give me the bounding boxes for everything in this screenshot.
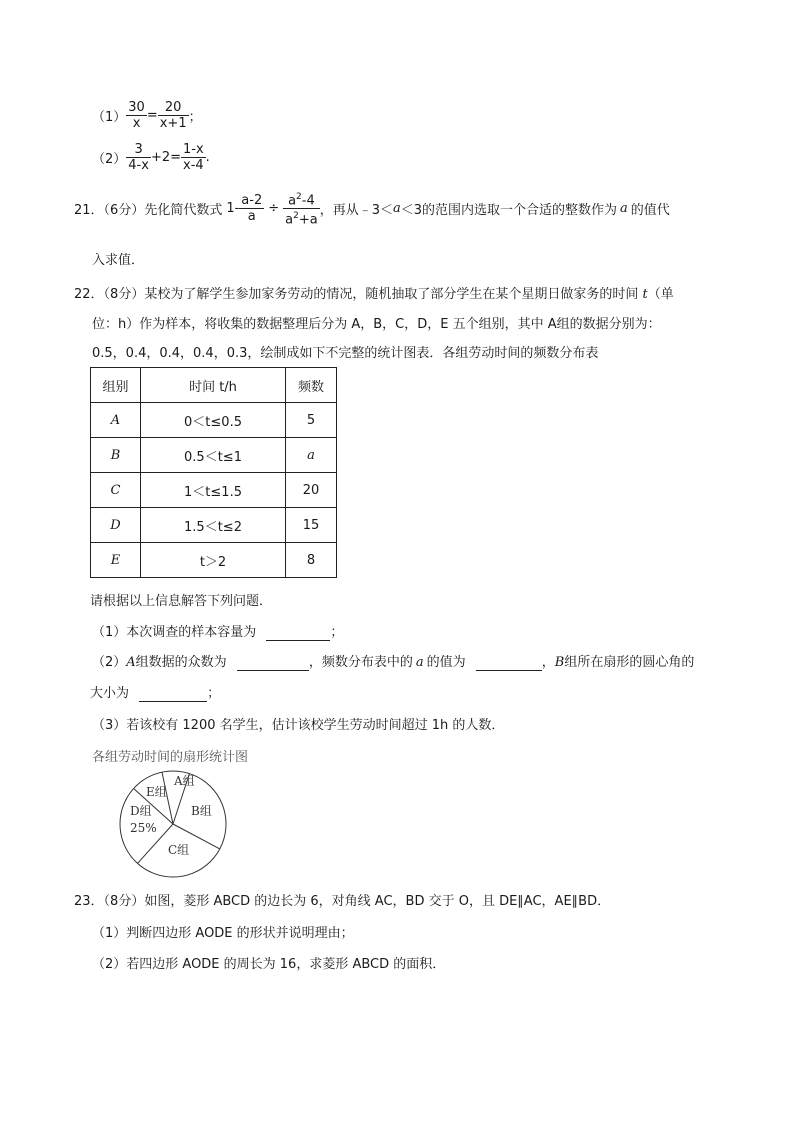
numerator: $a^2-4$ — [283, 190, 320, 209]
denominator: x+1 — [159, 116, 187, 131]
table-cell: 0.5＜t≤1 — [141, 438, 286, 473]
table-row — [91, 403, 337, 438]
table-cell: B — [91, 438, 141, 473]
table-cell: a — [286, 438, 337, 473]
question-22-part2: （2）A组数据的众数为 ，频数分布表中的 a 的值为 ，B组所在扇形的圆心角的 — [92, 655, 695, 670]
denominator: 4-x — [128, 158, 149, 173]
table-row — [91, 508, 337, 543]
table-row — [91, 438, 337, 473]
numerator: 20 — [158, 100, 189, 116]
table-cell: 15 — [286, 508, 337, 543]
question-22-part1: （1）本次调查的样本容量为 ； — [92, 625, 344, 640]
equation-1-label: （1） — [92, 110, 127, 125]
numerator: 3 — [126, 142, 151, 158]
variable: a — [392, 201, 401, 217]
question-23-part2: （2）若四边形 AODE 的周长为 16，求菱形 ABCD 的面积． — [92, 957, 446, 972]
answer-blank[interactable] — [476, 655, 542, 671]
table-header-cell: 频数 — [286, 368, 337, 403]
question-21-head: 21．（6分）先化简代数式 — [74, 203, 223, 219]
fraction — [181, 142, 206, 173]
table-cell: 1.5＜t≤2 — [141, 508, 286, 543]
punctuation: . — [205, 150, 210, 165]
table-row — [91, 473, 337, 508]
operator: ÷ — [268, 201, 280, 217]
question-22-line3: 0.5，0.4，0.4，0.4，0.3，绘制成如下不完整的统计图表．各组劳动时间的频数分布表 — [92, 346, 599, 361]
table-cell: 8 — [286, 543, 337, 578]
frequency-table — [90, 367, 337, 578]
table-cell: D — [91, 508, 141, 543]
question-21 — [74, 190, 670, 228]
operator: +2= — [150, 150, 181, 165]
pie-label-d-percent: 25% — [130, 821, 157, 835]
question-23-line1: 23．（8分）如图，菱形 ABCD 的边长为 6，对角线 AC，BD 交于 O，且 DE∥AC，AE∥BD． — [74, 894, 611, 909]
question-22-line2: 位：h）作为样本，将收集的数据整理后分为 A，B，C，D，E 五个组别，其中 A组的数据分别为： — [92, 317, 661, 332]
question-22-part2-line2: 大小为 ； — [90, 686, 221, 701]
table-header-row — [91, 368, 337, 403]
fraction — [126, 142, 151, 173]
fraction — [158, 100, 189, 131]
table-cell: 1＜t≤1.5 — [141, 473, 286, 508]
fraction — [283, 190, 320, 228]
answer-blank[interactable] — [237, 655, 309, 671]
denominator: x-4 — [183, 158, 204, 173]
numerator: 30 — [128, 100, 145, 115]
question-22-line1: 22．（8分）某校为了解学生参加家务劳动的情况，随机抽取了部分学生在某个星期日做家务的时间 t（单 — [74, 287, 674, 302]
question-21-line2: 入求值． — [92, 253, 145, 268]
question-22-intro: 请根据以上信息解答下列问题． — [90, 594, 273, 609]
answer-blank[interactable] — [266, 625, 330, 641]
denominator: $a^2+a$ — [285, 211, 318, 228]
equation-2 — [92, 142, 210, 173]
table-cell: 5 — [286, 403, 337, 438]
fraction — [239, 193, 264, 224]
numerator: a-2 — [241, 193, 263, 209]
numerator: 1-x — [183, 142, 204, 157]
pie-label-a: A组 — [174, 774, 195, 788]
equation-1 — [92, 100, 202, 131]
pie-label-b: B组 — [191, 804, 212, 818]
question-22-part3: （3）若该校有 1200 名学生，估计该校学生劳动时间超过 1h 的人数． — [92, 718, 505, 733]
answer-blank[interactable] — [139, 686, 207, 702]
table-header-cell: 组别 — [91, 368, 141, 403]
operator: = — [146, 108, 158, 123]
pie-chart — [118, 769, 228, 879]
text: ＜3的范围内选取一个合适的整数作为 — [400, 203, 618, 219]
pie-chart-title: 各组劳动时间的扇形统计图 — [92, 750, 249, 765]
table-cell: C — [91, 473, 141, 508]
variable: a — [620, 201, 628, 217]
fraction — [126, 100, 147, 131]
pie-label-d: D组 — [130, 804, 152, 818]
pie-label-c: C组 — [168, 843, 190, 857]
table-cell: A — [91, 403, 141, 438]
table-cell: E — [91, 543, 141, 578]
text: 的值代 — [630, 203, 670, 219]
table-cell: t＞2 — [141, 543, 286, 578]
table-cell: 0＜t≤0.5 — [141, 403, 286, 438]
table-cell: 20 — [286, 473, 337, 508]
table-row — [91, 543, 337, 578]
pie-label-e: E组 — [146, 785, 167, 799]
denominator: x — [132, 116, 141, 131]
text: ，再从﹣3＜ — [319, 203, 393, 219]
punctuation: ； — [188, 110, 202, 125]
expression-part: 1- — [226, 201, 240, 217]
equation-2-label: （2） — [92, 152, 127, 167]
denominator: a — [247, 209, 256, 225]
table-header-cell: 时间 t/h — [141, 368, 286, 403]
question-23-part1: （1）判断四边形 AODE 的形状并说明理由； — [92, 926, 354, 941]
